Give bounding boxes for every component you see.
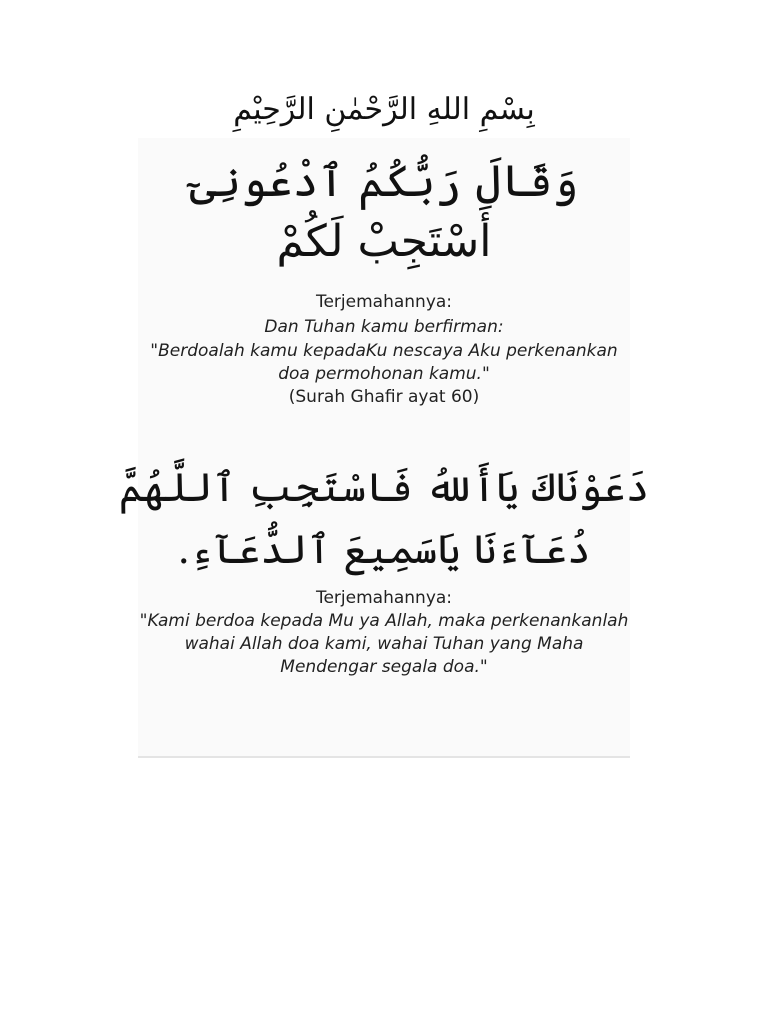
prayer-arabic-line-1: دَعَوْنَاكَ يَاأَللهُ فَاسْتَجِبِ ٱللَّهُمَّ xyxy=(118,465,650,511)
prayer-translation-heading: Terjemahannya: xyxy=(315,588,453,608)
verse-reference: (Surah Ghafir ayat 60) xyxy=(288,387,480,407)
prayer-translation-line: wahai Allah doa kami, wahai Tuhan yang Maha xyxy=(184,634,584,654)
verse-translation-heading: Terjemahannya: xyxy=(315,292,453,312)
prayer-translation-line: "Kami berdoa kepada Mu ya Allah, maka perkenankanlah xyxy=(139,611,629,631)
prayer-translation-line: Mendengar segala doa." xyxy=(280,657,488,677)
prayer-arabic-line-2: دُعَآءَنَا يَاسَمِيعَ ٱلدُّعَآءِ. xyxy=(177,527,591,573)
verse-translation-line: Dan Tuhan kamu berfirman: xyxy=(264,317,504,337)
verse-arabic-line-1: وَقَالَ رَبُّكُمُ ٱدْعُونِىٓ xyxy=(189,156,579,207)
basmala-heading: بِسْمِ اللهِ الرَّحْمٰنِ الرَّحِيْمِ xyxy=(233,92,535,127)
verse-arabic-line-2: أَسْتَجِبْ لَكُمْ xyxy=(276,216,492,267)
verse-translation-line: doa permohonan kamu." xyxy=(278,364,490,384)
page-edge-divider xyxy=(138,756,630,758)
verse-translation-line: "Berdoalah kamu kepadaKu nescaya Aku perkenankan xyxy=(150,341,618,361)
